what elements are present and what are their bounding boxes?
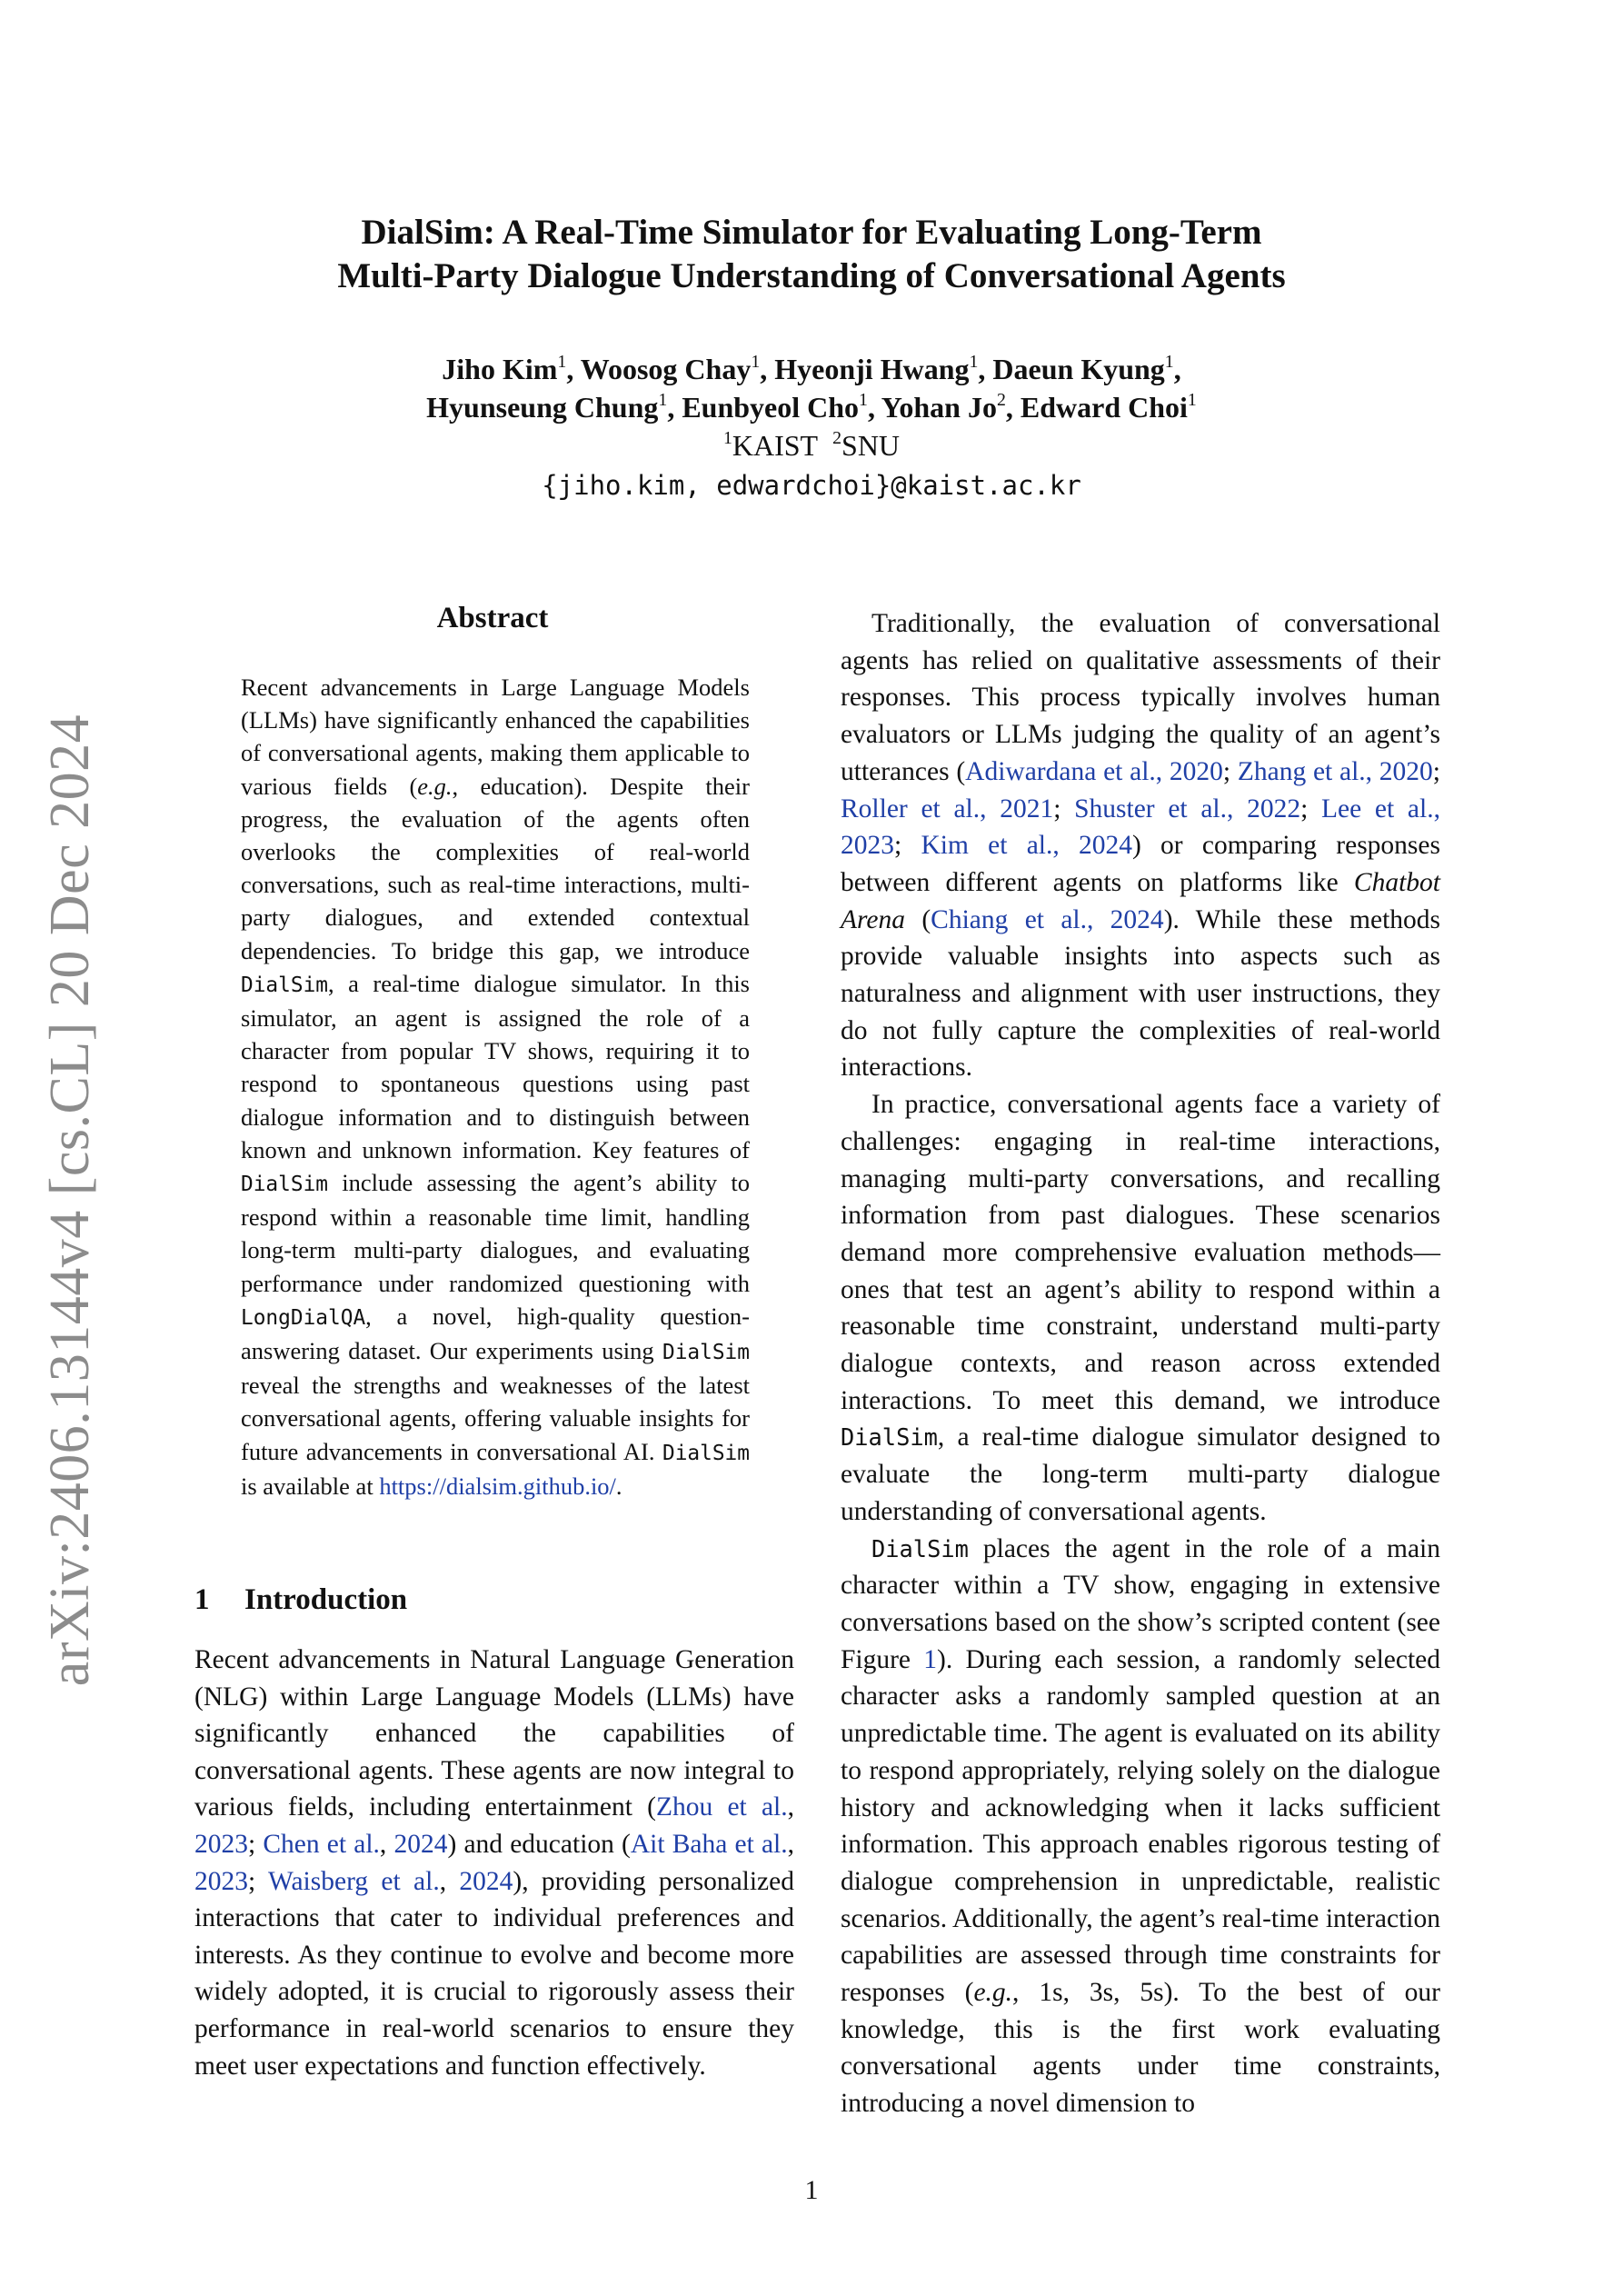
- citation-link[interactable]: Chiang et al., 2024: [931, 904, 1164, 934]
- body-eg: e.g.: [973, 1978, 1013, 2008]
- arxiv-sidebar-stamp: [16, 700, 125, 1700]
- intro-text: ,: [787, 1792, 794, 1822]
- system-name: DialSim: [841, 1423, 938, 1452]
- abstract-text: is available at: [241, 1472, 380, 1500]
- affiliation-marker: 1: [859, 390, 868, 411]
- citation-link[interactable]: Lee et al., 2023: [841, 794, 1440, 861]
- abstract-text: , a novel, high-quality question-answering dataset. Our experiments using: [241, 1302, 750, 1365]
- title-line-2: Multi-Party Dialogue Understanding of Conversational Agents: [337, 256, 1286, 295]
- intro-text: ;: [248, 1829, 264, 1859]
- abstract-text: reveal the strengths and weaknesses of the latest conversational agents, offering valuable insights for future advancements in conversational AI.: [241, 1372, 750, 1465]
- abstract-text: Recent advancements in Large Language Models (LLMs) have significantly enhanced the capabilities of conversational agents, making them applicable to various fields (: [241, 674, 750, 800]
- abstract-text: include assessing the agent’s ability to respond within a reasonable time limit, handling long-term multi-party dialogues, and evaluating performance under randomized questioning with: [241, 1169, 750, 1297]
- paper-title: [218, 211, 1405, 298]
- citation-link[interactable]: Zhou et al.: [655, 1792, 788, 1822]
- section-number: 1: [194, 1583, 210, 1616]
- right-paragraph-2: [841, 1086, 1440, 1530]
- citation-link[interactable]: Ait Baha et al.: [630, 1829, 788, 1859]
- intro-text: ) and education (: [447, 1829, 631, 1859]
- body-text: , a real-time dialogue simulator designed to evaluate the long-term multi-party dialogue understanding of conversational agents.: [841, 1423, 1440, 1526]
- citation-link[interactable]: 2023: [194, 1866, 248, 1896]
- affiliation-marker: 1: [751, 352, 761, 373]
- system-name: DialSim: [662, 1341, 750, 1365]
- title-line-1: DialSim: A Real-Time Simulator for Evaluating Long-Term: [361, 213, 1262, 252]
- dataset-name: LongDialQA: [241, 1305, 366, 1330]
- abstract-body: [241, 671, 750, 1502]
- intro-text: ,: [439, 1866, 460, 1896]
- citation-link[interactable]: Zhang et al., 2020: [1237, 756, 1433, 786]
- author-name: Hyunseung Chung: [426, 391, 659, 424]
- author-name: Daeun Kyung: [992, 353, 1165, 385]
- affiliation-kaist: KAIST: [732, 429, 819, 462]
- system-name: DialSim: [241, 973, 329, 997]
- intro-text: ,: [379, 1829, 394, 1859]
- citation-link[interactable]: 2024: [393, 1829, 448, 1859]
- right-column-body: [841, 605, 1440, 2122]
- body-text: ). While these methods provide valuable insights into aspects such as naturalness and alignment with user instructions, they do not fully capture the complexities of real-world interactions.: [841, 904, 1440, 1083]
- author-name: Woosog Chay: [580, 353, 752, 385]
- citation-link[interactable]: Roller et al., 2021: [841, 794, 1054, 824]
- page-number: 1: [804, 2175, 819, 2205]
- author-name: Yohan Jo: [881, 391, 997, 424]
- affiliation-marker: 1: [969, 352, 979, 373]
- abstract-paragraph: [241, 671, 750, 1502]
- intro-text: ;: [248, 1866, 268, 1896]
- system-name: DialSim: [662, 1441, 750, 1465]
- figure-reference-link[interactable]: 1: [923, 1644, 938, 1674]
- contact-email: {jiho.kim, edwardchoi}@kaist.ac.kr: [542, 470, 1081, 501]
- abstract-eg: e.g.: [417, 772, 453, 800]
- intro-text: ), providing personalized interactions that cater to individual preferences and interests. As they continue to evolve and become more widely adopted, it is crucial to rigorously assess their performance in real-world scenarios to ensure they meet user expectations and function effectively.: [194, 1866, 794, 2081]
- citation-link[interactable]: Shuster et al., 2022: [1074, 794, 1301, 824]
- abstract-heading: Abstract: [436, 602, 549, 634]
- author-name: Eunbyeol Cho: [682, 391, 860, 424]
- author-list: [218, 350, 1405, 426]
- author-line-1: Jiho Kim$^1$, Woosog Chay$^1$, Hyeonji Hwang$^1$, Daeun Kyung$^1$,: [442, 352, 1181, 385]
- right-paragraph-3: [841, 1531, 1440, 2122]
- body-text: places the agent in the role of a main character within a TV show, engaging in extensive conversations based on the show’s scripted content (see Figure: [841, 1533, 1440, 1674]
- system-name: DialSim: [241, 1173, 329, 1197]
- body-text: , 1s, 3s, 5s). To the best of our knowledge, this is the first work evaluating conversational agents under time constraints, introducing a novel dimension to: [841, 1978, 1441, 2119]
- body-text: In practice, conversational agents face a variety of challenges: engaging in real-time interactions, managing multi-party conversations, and recalling information from past dialogues. These scenarios demand more comprehensive evaluation methods—ones that test an agent’s ability to respond within a reasonable time constraint, understand multi-party dialogue contexts, and reason across extended interactions. To meet this demand, we introduce: [841, 1090, 1440, 1415]
- intro-paragraph: [194, 1642, 794, 2084]
- platform-name: Chatbot Arena: [841, 867, 1440, 934]
- body-text: ;: [1300, 794, 1322, 824]
- affiliation-marker: 1: [722, 428, 732, 449]
- intro-text: ,: [787, 1829, 795, 1859]
- body-text: (: [905, 904, 931, 934]
- body-text: ). During each session, a randomly selected character asks a randomly sampled question at an unpredictable time. The agent is evaluated on its ability to respond appropriately, relying solely on the dialogue history and acknowledging when it lacks sufficient information. This approach enables rigorous testing of dialogue comprehension in unpredictable, realistic scenarios. Additionally, the agent’s real-time interaction capabilities are assessed through time constraints for responses (: [841, 1644, 1440, 2008]
- citation-link[interactable]: Waisberg et al.: [267, 1866, 440, 1896]
- affiliation-marker: 2: [996, 390, 1006, 411]
- affiliation-marker: 1: [658, 390, 668, 411]
- abstract-text: , education). Despite their progress, the evaluation of the agents often overlooks the complexities of real-world conversations, such as real-time interactions, multi-party dialogues, and extended contextual dependencies. To bridge this gap, we introduce: [241, 772, 750, 964]
- system-name: DialSim: [871, 1534, 969, 1562]
- body-text: ) or comparing responses between different agents on platforms like: [841, 831, 1440, 897]
- section-heading-introduction: [194, 1583, 407, 1617]
- citation-link[interactable]: 2023: [194, 1829, 248, 1859]
- body-text: ;: [1222, 756, 1238, 786]
- abstract-text: , a real-time dialogue simulator. In this simulator, an agent is assigned the role of a character from popular TV shows, requiring it to respond to spontaneous questions using past dialogue information and to distinguish between known and unknown information. Key features of: [241, 969, 750, 1163]
- body-text: ;: [1432, 756, 1440, 786]
- arxiv-identifier: arXiv:2406.13144v4 [cs.CL] 20 Dec 2024: [39, 714, 102, 1686]
- author-line-2: Hyunseung Chung$^1$, Eunbyeol Cho$^1$, Yohan Jo$^2$, Edward Choi$^1$: [426, 390, 1197, 424]
- affiliation-marker: 1: [557, 352, 567, 373]
- affiliations: [218, 427, 1405, 464]
- introduction-body: [194, 1642, 794, 2084]
- author-name: Jiho Kim: [442, 353, 558, 385]
- citation-link[interactable]: Chen et al.: [263, 1829, 380, 1859]
- affiliation-snu: SNU: [841, 429, 901, 462]
- intro-text: Recent advancements in Natural Language Generation (NLG) within Large Language Models (LLMs) have significantly enhanced the capabilities of conversational agents. These agents are now integral to various fields, including entertainment (: [194, 1645, 794, 1822]
- citation-link[interactable]: Adiwardana et al., 2020: [965, 756, 1223, 786]
- affiliation-marker: 1: [1187, 390, 1197, 411]
- author-name: Edward Choi: [1020, 391, 1188, 424]
- body-text: ;: [894, 831, 921, 861]
- author-name: Hyeonji Hwang: [774, 353, 970, 385]
- project-url-link[interactable]: https://dialsim.github.io/: [379, 1472, 616, 1500]
- affiliation-marker: 2: [832, 428, 842, 449]
- citation-link[interactable]: 2024: [459, 1866, 513, 1896]
- citation-link[interactable]: Kim et al., 2024: [921, 831, 1132, 861]
- section-title: Introduction: [244, 1583, 408, 1616]
- affiliation-marker: 1: [1164, 352, 1174, 373]
- body-text: Traditionally, the evaluation of conversational agents has relied on qualitative assessments of their responses. This process typically involves human evaluators or LLMs judging the quality of an agent’s utterances (: [841, 609, 1440, 786]
- right-paragraph-1: [841, 605, 1440, 1086]
- body-text: ;: [1053, 794, 1075, 824]
- abstract-text: .: [615, 1472, 622, 1500]
